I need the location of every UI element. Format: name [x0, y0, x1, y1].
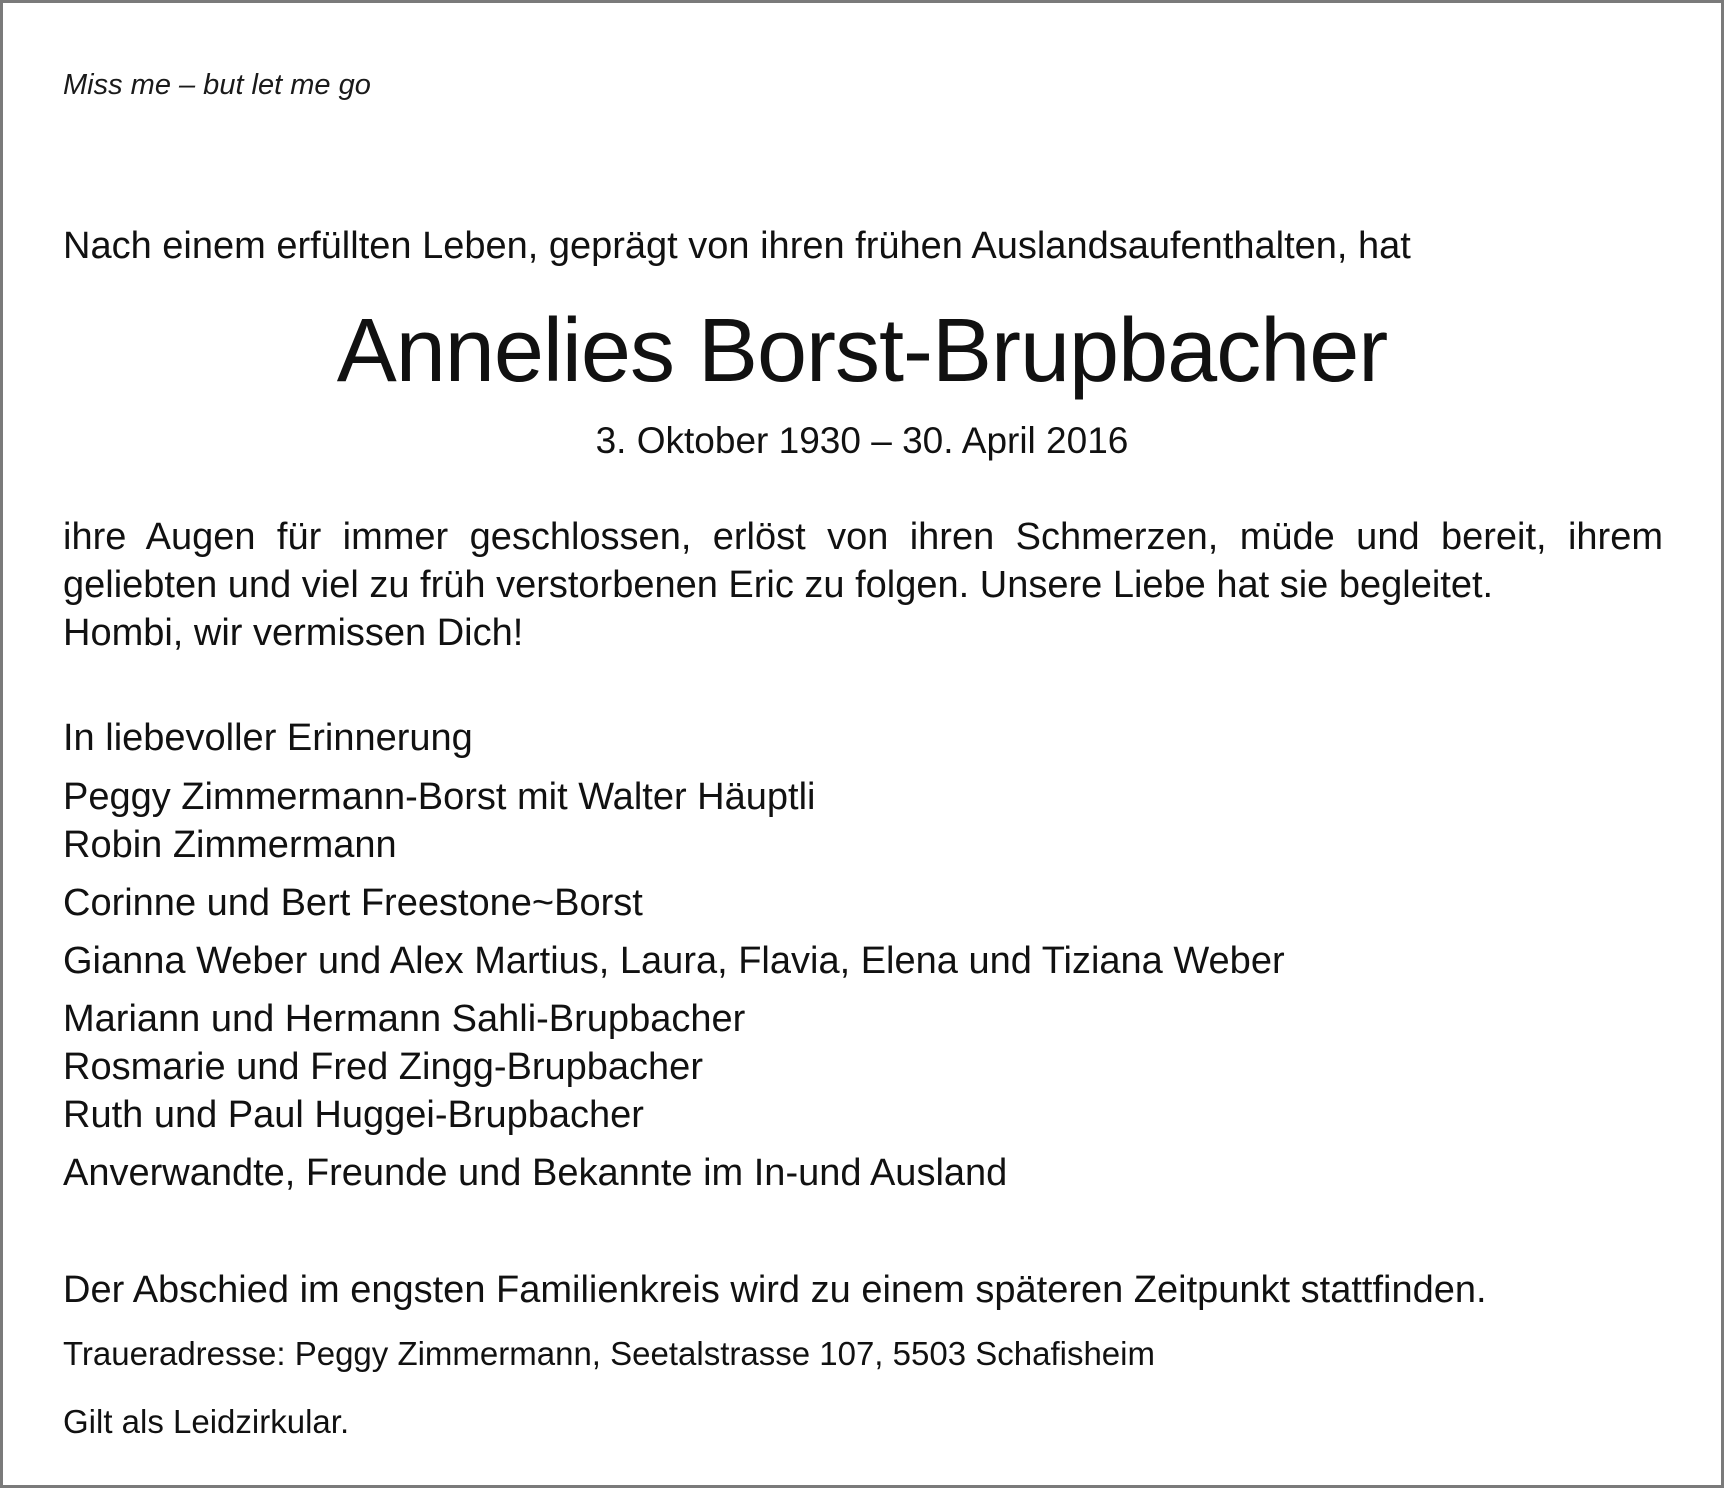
- motto: Miss me – but let me go: [63, 69, 371, 101]
- mourner-line: Peggy Zimmermann-Borst mit Walter Häuptli: [63, 776, 816, 818]
- memory-heading: In liebevoller Erinnerung: [63, 717, 473, 759]
- mourner-line: Anverwandte, Freunde und Bekannte im In-und Ausland: [63, 1152, 1008, 1194]
- life-dates: 3. Oktober 1930 – 30. April 2016: [595, 420, 1129, 461]
- mourner-line: Mariann und Hermann Sahli-Brupbacher: [63, 998, 746, 1040]
- circular-note: Gilt als Leidzirkular.: [63, 1403, 350, 1440]
- mourner-line: Gianna Weber und Alex Martius, Laura, Flavia, Elena und Tiziana Weber: [63, 940, 1285, 982]
- mourner-line: Rosmarie und Fred Zingg-Brupbacher: [63, 1046, 703, 1088]
- mourners-list: [63, 773, 1663, 1197]
- intro-text: Nach einem erfüllten Leben, geprägt von ihren frühen Auslandsaufenthalten, hat: [63, 225, 1411, 267]
- deceased-name: Annelies Borst-Brupbacher: [336, 301, 1388, 401]
- mourner-line: Corinne und Bert Freestone~Borst: [63, 882, 643, 924]
- farewell-text: Der Abschied im engsten Familienkreis wird zu einem späteren Zeitpunkt stattfinden.: [63, 1269, 1487, 1311]
- body-line: Hombi, wir vermissen Dich!: [63, 612, 524, 654]
- mourner-line: Ruth und Paul Huggei-Brupbacher: [63, 1094, 644, 1136]
- body-line: geliebten und viel zu früh verstorbenen Eric zu folgen. Unsere Liebe hat sie begleitet.: [63, 564, 1494, 606]
- mourner-line: Robin Zimmermann: [63, 824, 397, 866]
- mourning-address: Traueradresse: Peggy Zimmermann, Seetalstrasse 107, 5503 Schafisheim: [63, 1335, 1155, 1372]
- body-line: ihre Augen für immer geschlossen, erlöst von ihren Schmerzen, müde und bereit, ihrem: [63, 516, 1663, 558]
- body-paragraph: [63, 513, 1663, 657]
